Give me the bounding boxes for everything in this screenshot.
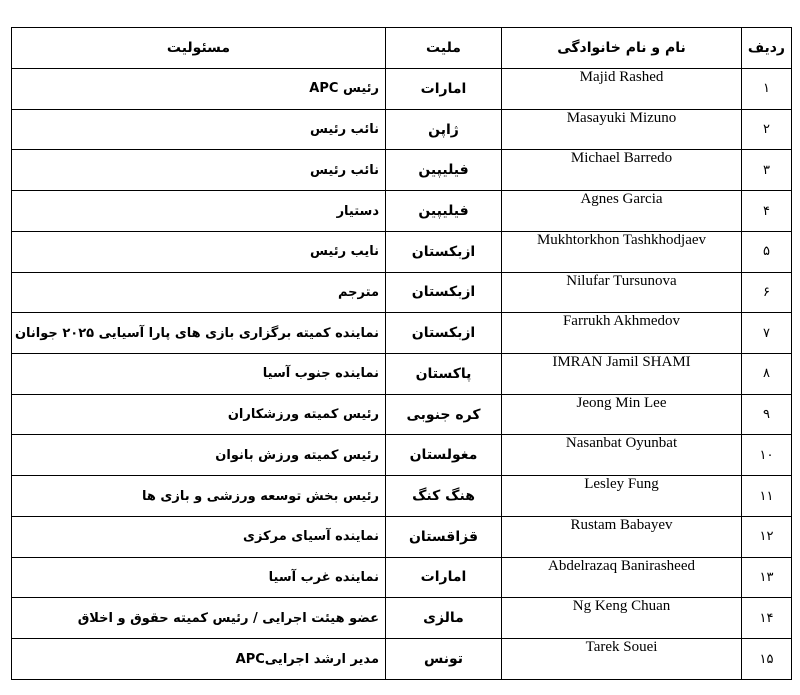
row-nationality: فیلیپین xyxy=(386,150,502,191)
row-nationality: قزاقستان xyxy=(386,516,502,557)
row-index: ۶ xyxy=(742,272,792,313)
row-responsibility: نماینده کمیته برگزاری بازی های پارا آسیایی ۲۰۲۵ جوانان xyxy=(12,313,386,354)
table-row xyxy=(12,598,792,639)
row-responsibility: عضو هیئت اجرایی / رئیس کمیته حقوق و اخلاق xyxy=(12,598,386,639)
table-row xyxy=(12,109,792,150)
row-nationality: تونس xyxy=(386,639,502,680)
row-name: Masayuki Mizuno xyxy=(502,109,742,150)
row-nationality: مغولستان xyxy=(386,435,502,476)
table-row xyxy=(12,191,792,232)
row-nationality: امارات xyxy=(386,69,502,110)
row-nationality: پاکستان xyxy=(386,354,502,395)
row-responsibility: نماینده آسیای مرکزی xyxy=(12,516,386,557)
table-row xyxy=(12,354,792,395)
header-index: ردیف xyxy=(742,28,792,69)
table-row xyxy=(12,557,792,598)
roster-table xyxy=(11,27,792,680)
row-nationality: کره جنوبی xyxy=(386,394,502,435)
table-row xyxy=(12,231,792,272)
row-index: ۴ xyxy=(742,191,792,232)
table-row xyxy=(12,394,792,435)
row-index: ۱۲ xyxy=(742,516,792,557)
row-index: ۸ xyxy=(742,354,792,395)
row-index: ۳ xyxy=(742,150,792,191)
row-responsibility: رئیس APC xyxy=(12,69,386,110)
row-index: ۹ xyxy=(742,394,792,435)
table-row xyxy=(12,639,792,680)
header-name: نام و نام خانوادگی xyxy=(502,28,742,69)
row-name: Tarek Souei xyxy=(502,639,742,680)
row-index: ۱ xyxy=(742,69,792,110)
row-responsibility: نماینده جنوب آسیا xyxy=(12,354,386,395)
table-row xyxy=(12,516,792,557)
row-name: Jeong Min Lee xyxy=(502,394,742,435)
table-row xyxy=(12,313,792,354)
table-row xyxy=(12,272,792,313)
header-row xyxy=(12,28,792,69)
row-nationality: ژاپن xyxy=(386,109,502,150)
row-responsibility: مدیر ارشد اجراییAPC xyxy=(12,639,386,680)
row-responsibility: نائب رئیس xyxy=(12,150,386,191)
row-index: ۱۱ xyxy=(742,476,792,517)
row-nationality: ازبکستان xyxy=(386,272,502,313)
row-name: Majid Rashed xyxy=(502,69,742,110)
row-name: Agnes Garcia xyxy=(502,191,742,232)
row-index: ۱۵ xyxy=(742,639,792,680)
table-row xyxy=(12,150,792,191)
row-index: ۱۳ xyxy=(742,557,792,598)
header-nationality: ملیت xyxy=(386,28,502,69)
row-index: ۵ xyxy=(742,231,792,272)
row-name: Nasanbat Oyunbat xyxy=(502,435,742,476)
row-nationality: فیلیپین xyxy=(386,191,502,232)
row-index: ۱۴ xyxy=(742,598,792,639)
table-row xyxy=(12,476,792,517)
row-name: Nilufar Tursunova xyxy=(502,272,742,313)
row-name: Mukhtorkhon Tashkhodjaev xyxy=(502,231,742,272)
row-responsibility: نایب رئیس xyxy=(12,231,386,272)
row-index: ۲ xyxy=(742,109,792,150)
row-responsibility: مترجم xyxy=(12,272,386,313)
row-name: IMRAN Jamil SHAMI xyxy=(502,354,742,395)
roster-sheet xyxy=(11,27,791,680)
row-nationality: هنگ کنگ xyxy=(386,476,502,517)
row-nationality: امارات xyxy=(386,557,502,598)
row-nationality: ازبکستان xyxy=(386,313,502,354)
header-responsibility: مسئولیت xyxy=(12,28,386,69)
row-responsibility: دستیار xyxy=(12,191,386,232)
row-name: Lesley Fung xyxy=(502,476,742,517)
roster-body xyxy=(12,69,792,680)
row-name: Abdelrazaq Banirasheed xyxy=(502,557,742,598)
row-name: Michael Barredo xyxy=(502,150,742,191)
row-responsibility: رئیس کمیته ورزشکاران xyxy=(12,394,386,435)
row-responsibility: نائب رئیس xyxy=(12,109,386,150)
row-responsibility: نماینده غرب آسیا xyxy=(12,557,386,598)
row-name: Ng Keng Chuan xyxy=(502,598,742,639)
row-responsibility: رئیس بخش توسعه ورزشی و بازی ها xyxy=(12,476,386,517)
row-name: Farrukh Akhmedov xyxy=(502,313,742,354)
row-index: ۱۰ xyxy=(742,435,792,476)
row-responsibility: رئیس کمیته ورزش بانوان xyxy=(12,435,386,476)
row-nationality: مالزی xyxy=(386,598,502,639)
row-name: Rustam Babayev xyxy=(502,516,742,557)
table-row xyxy=(12,69,792,110)
table-row xyxy=(12,435,792,476)
row-nationality: ازبکستان xyxy=(386,231,502,272)
row-index: ۷ xyxy=(742,313,792,354)
